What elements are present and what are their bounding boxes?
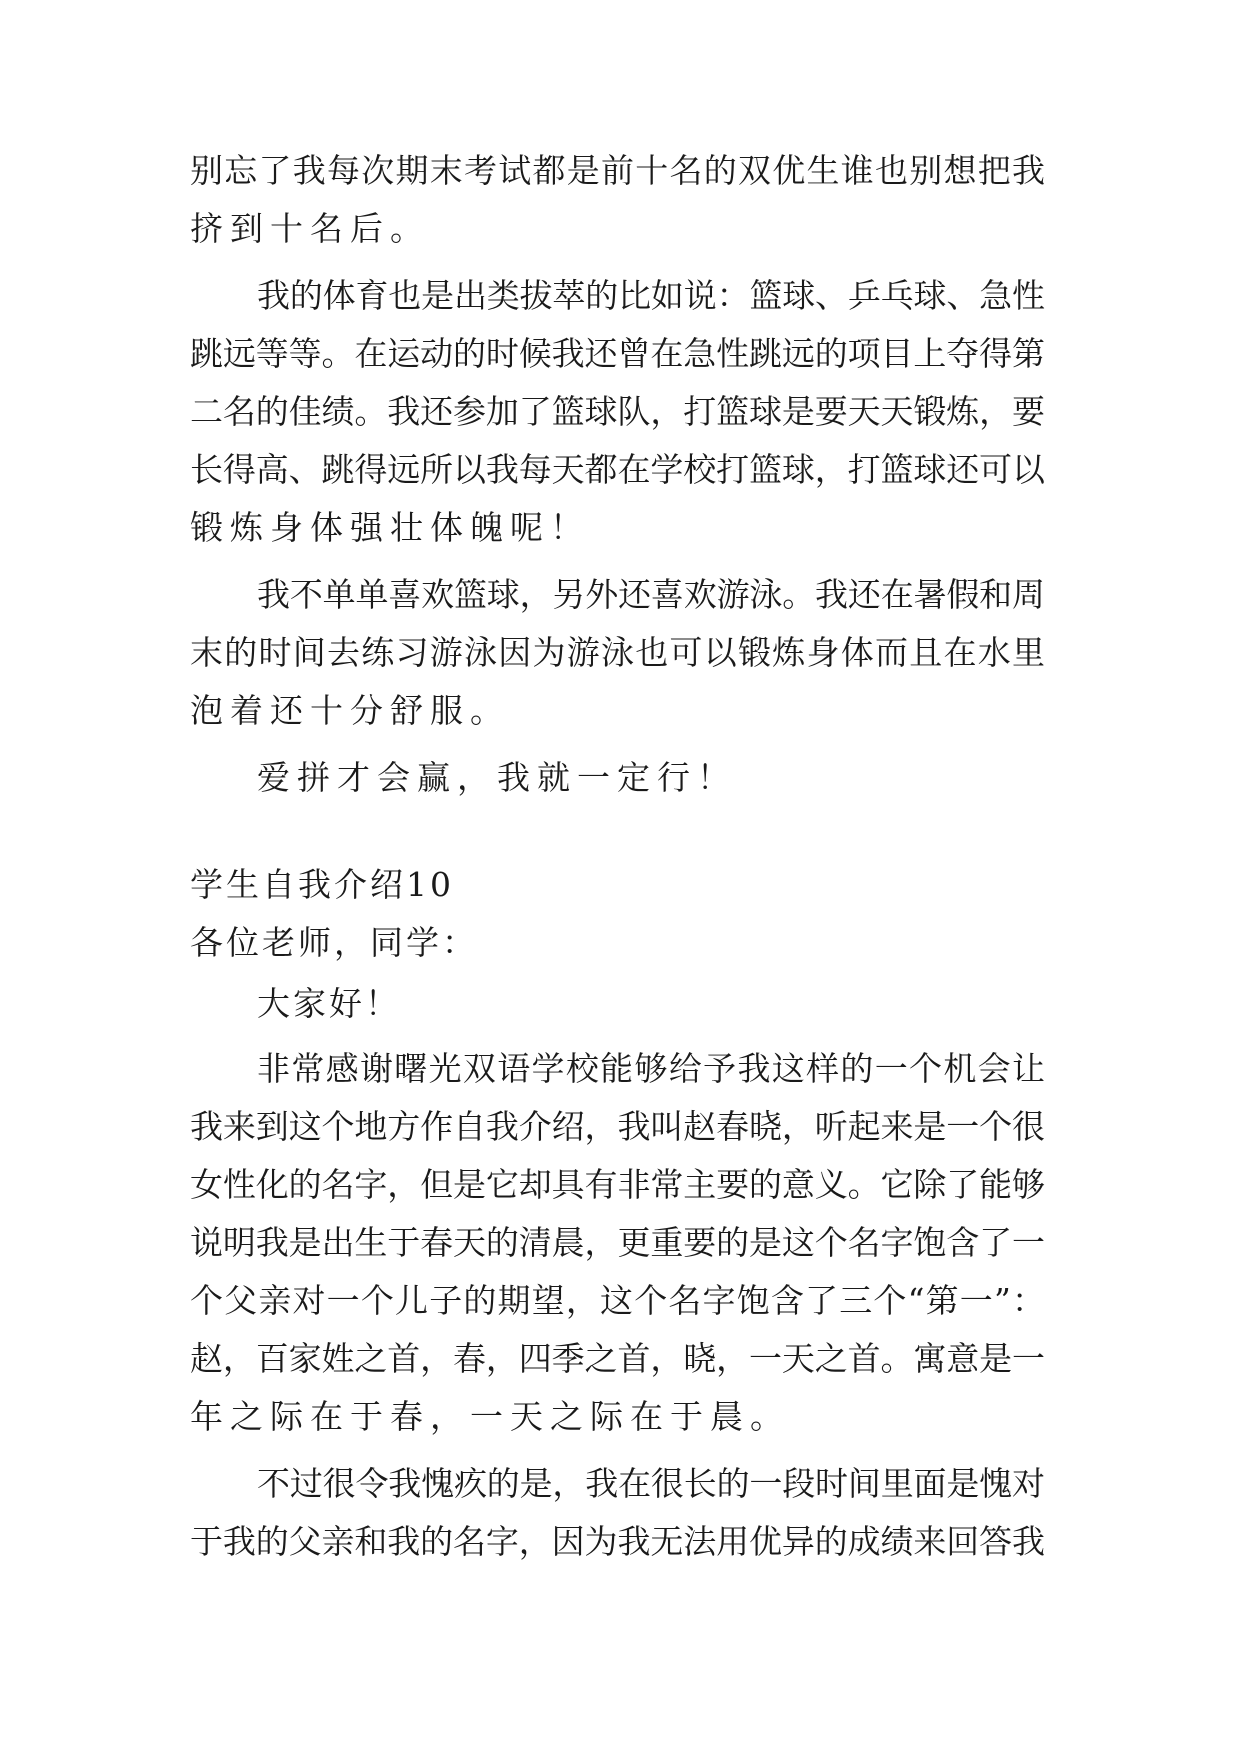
text-line: [0, 201, 1241, 257]
paragraph-text: 跳远等等。在运动的时候我还曾在急性跳远的项目上夺得第: [190, 334, 1045, 373]
section-title: [0, 857, 1241, 913]
paragraph-text: 挤到十名后。: [190, 209, 430, 248]
paragraph-text: 爱拼才会赢，我就一定行！: [257, 758, 737, 797]
text-line: [0, 1215, 1241, 1271]
text-line: [0, 384, 1241, 440]
text-line: [0, 1157, 1241, 1213]
paragraph-text: 长得高、跳得远所以我每天都在学校打篮球，打篮球还可以: [190, 450, 1045, 489]
text-line: [0, 268, 1241, 324]
text-line: [0, 1273, 1241, 1329]
text-line: [0, 1099, 1241, 1155]
paragraph-text: 别忘了我每次期末考试都是前十名的双优生谁也别想把我: [190, 151, 1047, 190]
greeting-text: 大家好！: [257, 984, 401, 1023]
paragraph-text: 于我的父亲和我的名字，因为我无法用优异的成绩来回答我: [190, 1522, 1045, 1561]
text-line: [0, 1331, 1241, 1387]
paragraph-text: 赵，百家姓之首，春，四季之首，晓，一天之首。寓意是一: [190, 1339, 1045, 1378]
paragraph-text: 说明我是出生于春天的清晨，更重要的是这个名字饱含了一: [190, 1223, 1045, 1262]
paragraph-text: 我来到这个地方作自我介绍，我叫赵春晓，听起来是一个很: [190, 1107, 1045, 1146]
text-line: [0, 1456, 1241, 1512]
text-line: [0, 567, 1241, 623]
text-line: [0, 442, 1241, 498]
paragraph-text: 锻炼身体强壮体魄呢！: [190, 508, 590, 547]
paragraph-text: 不过很令我愧疚的是，我在很长的一段时间里面是愧对: [257, 1464, 1045, 1503]
paragraph-text: 二名的佳绩。我还参加了篮球队，打篮球是要天天锻炼，要: [190, 392, 1045, 431]
paragraph-text: 非常感谢曙光双语学校能够给予我这样的一个机会让: [257, 1049, 1047, 1088]
paragraph-text: 我不单单喜欢篮球，另外还喜欢游泳。我还在暑假和周: [257, 575, 1045, 614]
paragraph-text: 泡着还十分舒服。: [190, 691, 510, 730]
greeting: [0, 976, 1241, 1032]
text-line: [0, 1389, 1241, 1445]
paragraph-text: 女性化的名字，但是它却具有非常主要的意义。它除了能够: [190, 1165, 1045, 1204]
salutation-text: 各位老师，同学：: [190, 923, 478, 962]
paragraph-text: 我的体育也是出类拔萃的比如说：篮球、乒乓球、急性: [257, 276, 1045, 315]
text-line: [0, 750, 1241, 806]
text-line: [0, 1041, 1241, 1097]
text-line: [0, 326, 1241, 382]
paragraph-text: 末的时间去练习游泳因为游泳也可以锻炼身体而且在水里: [190, 633, 1047, 672]
text-line: [0, 683, 1241, 739]
salutation: [0, 915, 1241, 971]
section-title-text: 学生自我介绍10: [190, 865, 454, 904]
paragraph-text: 个父亲对一个儿子的期望，这个名字饱含了三个“第一”：: [190, 1281, 1047, 1320]
paragraph-text: 年之际在于春，一天之际在于晨。: [190, 1397, 790, 1436]
text-line: [0, 1514, 1241, 1570]
text-line: [0, 625, 1241, 681]
text-line: [0, 500, 1241, 556]
text-line: [0, 143, 1241, 199]
